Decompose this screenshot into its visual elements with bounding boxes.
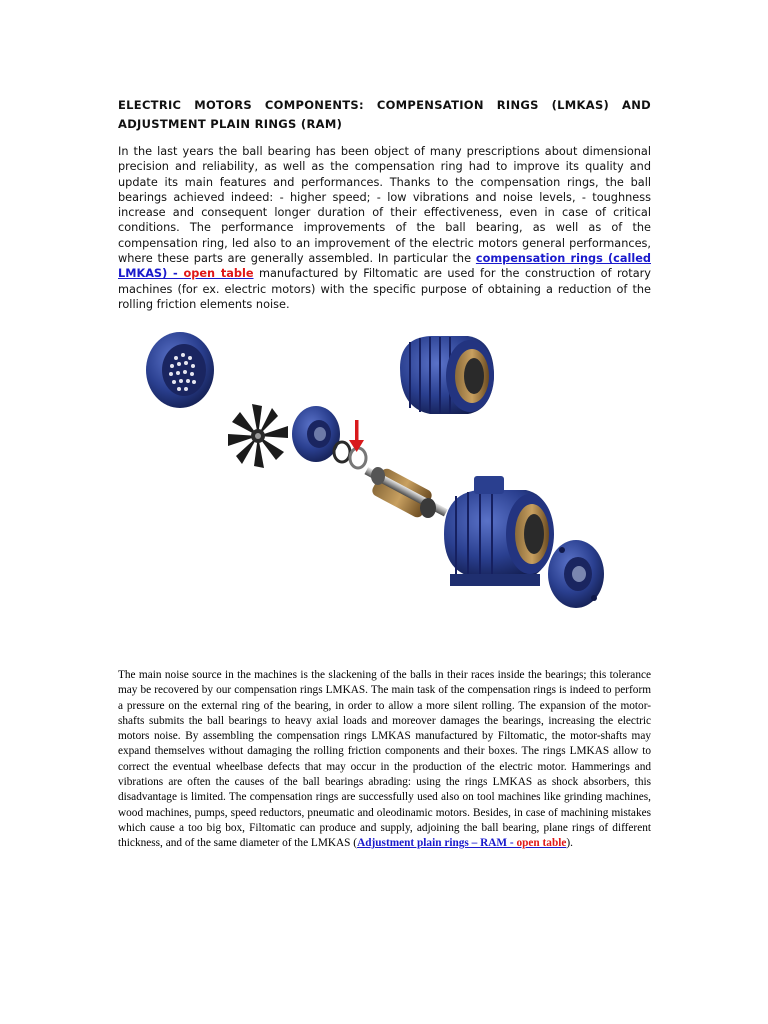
main-text-end: ). [566, 837, 573, 850]
title-line-2: ADJUSTMENT PLAIN RINGS (RAM) [118, 117, 343, 131]
document-body [118, 96, 651, 312]
second-section [118, 668, 651, 852]
open-table-link-text: open table [183, 267, 254, 281]
motor-exploded-view-image [138, 328, 618, 628]
compensation-rings-link-text: compensation rings (called LMKAS) - [118, 252, 651, 281]
main-text: The main noise source in the machines is the slackening of the balls in their races inside the bearings; this tolerance may be recovered by our compensation rings LMKAS. The main task of the compensation rings is indeed to perform a pressure on the external ring of the bearing, in order to allow a more silent rolling. The expansion of the motor-shafts submits the ball bearings to heavy axial loads and moreover damages the bearings, increasing the electric motors noise. By assembling the compensation rings LMKAS manufactured by Filtomatic, the motor-shafts may expand themselves without damaging the rolling friction components and their boxes. The rings LMKAS allow to correct the eventual wheelbase defects that may occur in the production of the electric motor. Hammerings and vibrations are often the causes of the ball bearings abrading: using the rings LMKAS as shock absorbers, this disadvantage is limited. The compensation rings are successfully used also on tool machines like grinding machines, wood machines, pumps, speed reductors, pneumatic and oleodinamic motors. Besides, in case of machining mistakes which cause a too big box, Filtomatic can produce and supply, adjoining the ball bearing, plane rings of different thickness, and of the same diameter of the LMKAS ( [118, 669, 651, 850]
fan-cover [146, 332, 214, 408]
cooling-fan [228, 404, 288, 468]
end-shield-front [548, 540, 604, 608]
motor-body [444, 476, 554, 586]
intro-text-end: manufactured by Filtomatic are used for the construction of rotary machines (for ex. electric motors) with the specific purpose of obtaining a reduction of the rolling friction elements noise. [118, 267, 651, 311]
adjustment-rings-link[interactable] [357, 837, 566, 849]
title-line-1: ELECTRIC MOTORS COMPONENTS: COMPENSATION RINGS (LMKAS) AND [118, 98, 651, 112]
bearing-rings [334, 442, 366, 468]
red-arrow-indicator [349, 420, 364, 452]
adjustment-rings-link-text: Adjustment plain rings – RAM - [357, 837, 517, 850]
document-title [118, 96, 651, 134]
stator-housing [400, 336, 494, 414]
intro-paragraph [118, 144, 651, 312]
main-paragraph [118, 668, 651, 852]
intro-text: In the last years the ball bearing has been object of many prescriptions about dimensional precision and reliability, as well as the compensation ring had to improve its quality and update its main features and performances. Thanks to the compensation rings, the ball bearings achieved indeed: - higher speed; - low vibrations and noise levels, - toughness increase and consequent longer duration of their effectiveness, even in case of critical conditions. The performance improvements of the ball bearing, as well as of the compensation ring, led also to an improvement of the electric motors general performances, where these parts are generally assembled. In particular the [118, 145, 651, 266]
open-table-link-text-2: open table [516, 837, 567, 850]
rotor-shaft [364, 467, 447, 520]
